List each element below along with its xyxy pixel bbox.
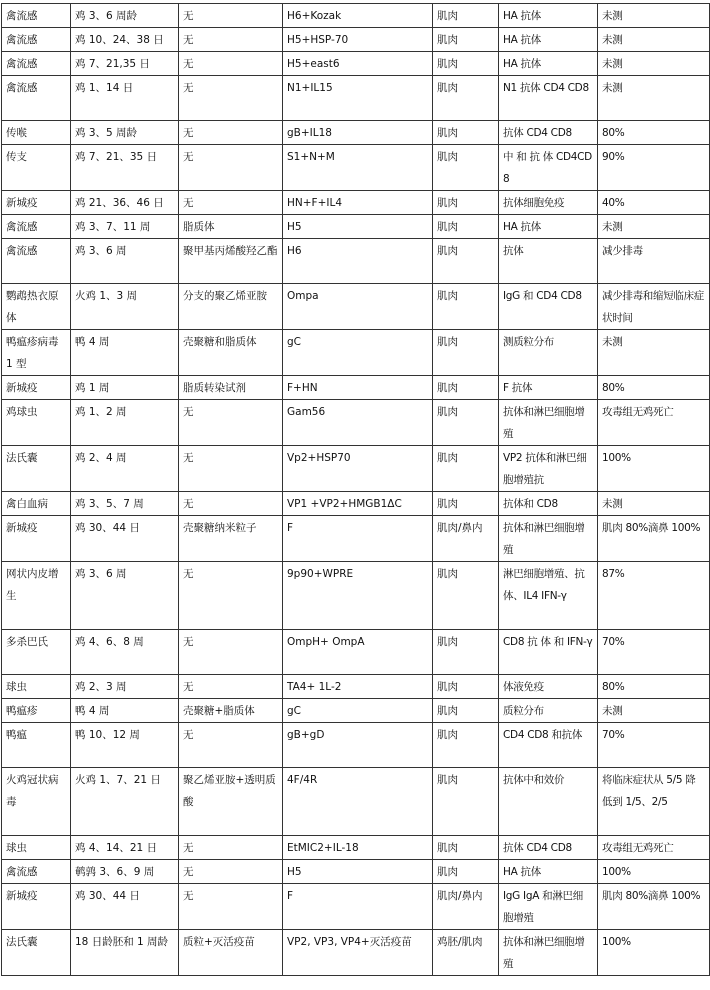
cell-disease: 多杀巴氏 [2, 630, 71, 675]
cell-immunity: 体液免疫 [499, 675, 598, 699]
cell-protection: 减少排毒和缩短临床症状时间 [598, 284, 710, 330]
cell-disease: 球虫 [2, 675, 71, 699]
table-row [2, 860, 710, 884]
cell-adjuvant: 聚乙烯亚胺+透明质酸 [179, 768, 283, 836]
cell-protection: 70% [598, 630, 710, 675]
cell-disease: 禽流感 [2, 76, 71, 121]
cell-route: 肌肉 [433, 492, 499, 516]
cell-schedule: 鸡 10、24、38 日 [71, 28, 179, 52]
table-row [2, 28, 710, 52]
vaccine-table-container [1, 3, 709, 976]
cell-schedule: 鸭 10、12 周 [71, 723, 179, 768]
cell-route: 肌肉 [433, 562, 499, 630]
cell-protection: 80% [598, 121, 710, 145]
cell-route: 肌肉 [433, 768, 499, 836]
cell-disease: 新城疫 [2, 191, 71, 215]
cell-adjuvant: 无 [179, 400, 283, 446]
table-row [2, 516, 710, 562]
table-row [2, 699, 710, 723]
cell-antigen: gB+gD [283, 723, 433, 768]
cell-immunity: 抗体细胞免疫 [499, 191, 598, 215]
cell-disease: 鸭瘟疹病毒 1 型 [2, 330, 71, 376]
cell-immunity: 抗体和淋巴细胞增殖 [499, 516, 598, 562]
cell-immunity: HA 抗体 [499, 52, 598, 76]
cell-protection: 87% [598, 562, 710, 630]
cell-disease: 鸭瘟 [2, 723, 71, 768]
table-row [2, 884, 710, 930]
cell-adjuvant: 无 [179, 836, 283, 860]
cell-immunity: 抗体 [499, 239, 598, 284]
cell-immunity: IgG IgA 和淋巴细胞增殖 [499, 884, 598, 930]
table-row [2, 145, 710, 191]
cell-schedule: 鸡 3、6 周 [71, 239, 179, 284]
cell-immunity: 测质粒分布 [499, 330, 598, 376]
cell-immunity: CD8 抗 体 和 IFN-γ [499, 630, 598, 675]
cell-schedule: 鸡 2、3 周 [71, 675, 179, 699]
cell-immunity: HA 抗体 [499, 215, 598, 239]
cell-adjuvant: 分支的聚乙烯亚胺 [179, 284, 283, 330]
cell-antigen: VP1 +VP2+HMGB1ΔC [283, 492, 433, 516]
table-row [2, 215, 710, 239]
table-row [2, 930, 710, 976]
cell-antigen: gB+IL18 [283, 121, 433, 145]
cell-schedule: 鸡 30、44 日 [71, 884, 179, 930]
cell-adjuvant: 无 [179, 52, 283, 76]
cell-route: 肌肉 [433, 446, 499, 492]
cell-protection: 40% [598, 191, 710, 215]
cell-route: 肌肉 [433, 330, 499, 376]
cell-antigen: OmpH+ OmpA [283, 630, 433, 675]
cell-immunity: 中 和 抗 体 CD4CD8 [499, 145, 598, 191]
cell-schedule: 鸡 3、5 周龄 [71, 121, 179, 145]
cell-adjuvant: 质粒+灭活疫苗 [179, 930, 283, 976]
cell-immunity: N1 抗体 CD4 CD8 [499, 76, 598, 121]
cell-protection: 减少排毒 [598, 239, 710, 284]
cell-route: 肌肉/鼻内 [433, 516, 499, 562]
cell-antigen: H6 [283, 239, 433, 284]
cell-antigen: HN+F+IL4 [283, 191, 433, 215]
cell-disease: 禽流感 [2, 28, 71, 52]
cell-protection: 未测 [598, 330, 710, 376]
cell-immunity: VP2 抗体和淋巴细胞增殖抗 [499, 446, 598, 492]
cell-protection: 80% [598, 675, 710, 699]
cell-adjuvant: 无 [179, 28, 283, 52]
table-row [2, 562, 710, 630]
cell-immunity: 抗体 CD4 CD8 [499, 121, 598, 145]
cell-protection: 90% [598, 145, 710, 191]
cell-protection: 100% [598, 446, 710, 492]
cell-adjuvant: 无 [179, 723, 283, 768]
vaccine-table [1, 3, 710, 976]
cell-antigen: H5+east6 [283, 52, 433, 76]
cell-immunity: 质粒分布 [499, 699, 598, 723]
cell-route: 肌肉 [433, 28, 499, 52]
cell-antigen: S1+N+M [283, 145, 433, 191]
cell-immunity: IgG 和 CD4 CD8 [499, 284, 598, 330]
table-row [2, 723, 710, 768]
cell-antigen: EtMIC2+IL-18 [283, 836, 433, 860]
cell-disease: 禽流感 [2, 52, 71, 76]
cell-antigen: H5 [283, 215, 433, 239]
cell-protection: 未测 [598, 492, 710, 516]
cell-schedule: 鸡 4、6、8 周 [71, 630, 179, 675]
cell-route: 肌肉 [433, 4, 499, 28]
cell-protection: 未测 [598, 76, 710, 121]
table-row [2, 376, 710, 400]
cell-schedule: 火鸡 1、3 周 [71, 284, 179, 330]
cell-disease: 网状内皮增生 [2, 562, 71, 630]
cell-disease: 禽白血病 [2, 492, 71, 516]
cell-immunity: HA 抗体 [499, 860, 598, 884]
cell-adjuvant: 无 [179, 675, 283, 699]
table-row [2, 52, 710, 76]
cell-adjuvant: 无 [179, 76, 283, 121]
cell-immunity: HA 抗体 [499, 28, 598, 52]
cell-adjuvant: 无 [179, 630, 283, 675]
cell-antigen: F+HN [283, 376, 433, 400]
table-row [2, 191, 710, 215]
cell-adjuvant: 壳聚糖+脂质体 [179, 699, 283, 723]
cell-schedule: 18 日龄胚和 1 周龄 [71, 930, 179, 976]
cell-schedule: 鸡 21、36、46 日 [71, 191, 179, 215]
cell-adjuvant: 无 [179, 860, 283, 884]
cell-schedule: 鹌鹑 3、6、9 周 [71, 860, 179, 884]
cell-disease: 新城疫 [2, 516, 71, 562]
cell-antigen: gC [283, 330, 433, 376]
cell-antigen: H5+HSP-70 [283, 28, 433, 52]
cell-adjuvant: 无 [179, 145, 283, 191]
cell-route: 肌肉 [433, 860, 499, 884]
cell-antigen: Ompa [283, 284, 433, 330]
cell-immunity: 抗体 CD4 CD8 [499, 836, 598, 860]
cell-disease: 球虫 [2, 836, 71, 860]
cell-protection: 未测 [598, 28, 710, 52]
cell-adjuvant: 脂质转染试剂 [179, 376, 283, 400]
cell-protection: 攻毒组无鸡死亡 [598, 400, 710, 446]
cell-disease: 传支 [2, 145, 71, 191]
cell-antigen: gC [283, 699, 433, 723]
cell-schedule: 鸡 4、14、21 日 [71, 836, 179, 860]
cell-route: 肌肉 [433, 76, 499, 121]
cell-disease: 鸡球虫 [2, 400, 71, 446]
cell-protection: 未测 [598, 215, 710, 239]
cell-route: 肌肉 [433, 145, 499, 191]
cell-route: 肌肉 [433, 376, 499, 400]
cell-adjuvant: 无 [179, 562, 283, 630]
cell-antigen: H6+Kozak [283, 4, 433, 28]
cell-schedule: 鸡 3、7、11 周 [71, 215, 179, 239]
cell-schedule: 鸡 7、21,35 日 [71, 52, 179, 76]
cell-disease: 火鸡冠状病毒 [2, 768, 71, 836]
cell-immunity: 淋巴细胞增殖、抗体、IL4 IFN-γ [499, 562, 598, 630]
cell-schedule: 鸭 4 周 [71, 699, 179, 723]
cell-protection: 80% [598, 376, 710, 400]
table-row [2, 675, 710, 699]
cell-protection: 将临床症状从 5/5 降低到 1/5、2/5 [598, 768, 710, 836]
cell-route: 肌肉 [433, 400, 499, 446]
cell-disease: 鹦鹉热衣原体 [2, 284, 71, 330]
cell-route: 肌肉 [433, 723, 499, 768]
cell-disease: 新城疫 [2, 884, 71, 930]
cell-schedule: 鸡 3、6 周 [71, 562, 179, 630]
cell-schedule: 鸡 3、6 周龄 [71, 4, 179, 28]
cell-disease: 法氏囊 [2, 930, 71, 976]
cell-antigen: N1+IL15 [283, 76, 433, 121]
cell-disease: 禽流感 [2, 4, 71, 28]
cell-schedule: 鸡 7、21、35 日 [71, 145, 179, 191]
cell-antigen: F [283, 516, 433, 562]
cell-immunity: 抗体和淋巴细胞增殖 [499, 930, 598, 976]
table-row [2, 400, 710, 446]
cell-schedule: 鸭 4 周 [71, 330, 179, 376]
table-row [2, 630, 710, 675]
cell-schedule: 火鸡 1、7、21 日 [71, 768, 179, 836]
cell-adjuvant: 无 [179, 446, 283, 492]
cell-protection: 70% [598, 723, 710, 768]
table-row [2, 284, 710, 330]
cell-protection: 未测 [598, 699, 710, 723]
cell-disease: 法氏囊 [2, 446, 71, 492]
cell-adjuvant: 脂质体 [179, 215, 283, 239]
table-row [2, 121, 710, 145]
cell-antigen: H5 [283, 860, 433, 884]
cell-adjuvant: 壳聚糖纳米粒子 [179, 516, 283, 562]
cell-immunity: 抗体中和效价 [499, 768, 598, 836]
table-row [2, 239, 710, 284]
cell-schedule: 鸡 1、2 周 [71, 400, 179, 446]
cell-adjuvant: 壳聚糖和脂质体 [179, 330, 283, 376]
cell-route: 肌肉 [433, 191, 499, 215]
cell-protection: 攻毒组无鸡死亡 [598, 836, 710, 860]
cell-disease: 传喉 [2, 121, 71, 145]
cell-route: 肌肉 [433, 52, 499, 76]
cell-adjuvant: 无 [179, 191, 283, 215]
cell-protection: 100% [598, 860, 710, 884]
cell-schedule: 鸡 2、4 周 [71, 446, 179, 492]
cell-immunity: 抗体和淋巴细胞增殖 [499, 400, 598, 446]
table-row [2, 76, 710, 121]
cell-route: 肌肉 [433, 239, 499, 284]
cell-schedule: 鸡 1、14 日 [71, 76, 179, 121]
cell-schedule: 鸡 1 周 [71, 376, 179, 400]
cell-schedule: 鸡 30、44 日 [71, 516, 179, 562]
cell-route: 肌肉 [433, 630, 499, 675]
cell-disease: 禽流感 [2, 215, 71, 239]
cell-route: 肌肉 [433, 284, 499, 330]
cell-disease: 禽流感 [2, 860, 71, 884]
cell-route: 肌肉/鼻内 [433, 884, 499, 930]
cell-route: 肌肉 [433, 699, 499, 723]
cell-antigen: Vp2+HSP70 [283, 446, 433, 492]
table-row [2, 4, 710, 28]
cell-adjuvant: 聚甲基丙烯酸羟乙酯 [179, 239, 283, 284]
cell-immunity: CD4 CD8 和抗体 [499, 723, 598, 768]
cell-adjuvant: 无 [179, 492, 283, 516]
table-row [2, 330, 710, 376]
cell-protection: 肌肉 80%滴鼻 100% [598, 884, 710, 930]
cell-route: 鸡胚/肌肉 [433, 930, 499, 976]
table-row [2, 446, 710, 492]
cell-disease: 新城疫 [2, 376, 71, 400]
cell-immunity: HA 抗体 [499, 4, 598, 28]
cell-protection: 100% [598, 930, 710, 976]
table-row [2, 768, 710, 836]
cell-route: 肌肉 [433, 121, 499, 145]
cell-protection: 未测 [598, 4, 710, 28]
cell-antigen: F [283, 884, 433, 930]
cell-protection: 未测 [598, 52, 710, 76]
cell-route: 肌肉 [433, 836, 499, 860]
cell-disease: 鸭瘟疹 [2, 699, 71, 723]
cell-adjuvant: 无 [179, 884, 283, 930]
cell-antigen: 4F/4R [283, 768, 433, 836]
cell-immunity: F 抗体 [499, 376, 598, 400]
cell-protection: 肌肉 80%滴鼻 100% [598, 516, 710, 562]
table-body [2, 4, 710, 976]
cell-antigen: Gam56 [283, 400, 433, 446]
cell-disease: 禽流感 [2, 239, 71, 284]
cell-schedule: 鸡 3、5、7 周 [71, 492, 179, 516]
cell-antigen: TA4+ 1L-2 [283, 675, 433, 699]
table-row [2, 836, 710, 860]
cell-route: 肌肉 [433, 675, 499, 699]
cell-antigen: VP2, VP3, VP4+灭活疫苗 [283, 930, 433, 976]
cell-antigen: 9p90+WPRE [283, 562, 433, 630]
cell-route: 肌肉 [433, 215, 499, 239]
cell-adjuvant: 无 [179, 121, 283, 145]
table-row [2, 492, 710, 516]
cell-adjuvant: 无 [179, 4, 283, 28]
cell-immunity: 抗体和 CD8 [499, 492, 598, 516]
